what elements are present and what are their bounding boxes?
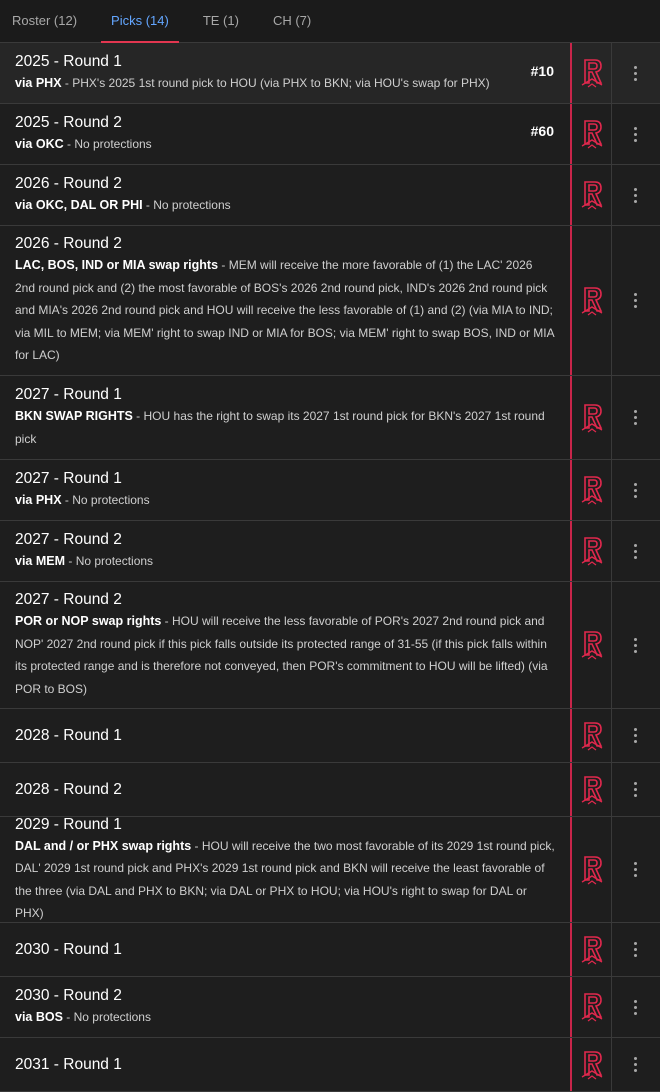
pick-detail: No protections xyxy=(73,1009,151,1024)
rockets-logo-icon xyxy=(579,854,605,886)
pick-number: #10 xyxy=(530,63,554,79)
more-options-icon[interactable] xyxy=(634,410,638,425)
tab-te[interactable]: TE (1) xyxy=(202,13,239,28)
pick-via: via PHX xyxy=(15,492,62,507)
pick-row[interactable] xyxy=(0,709,660,763)
pick-row[interactable] xyxy=(0,460,660,521)
pick-info xyxy=(0,1038,570,1091)
pick-description: via OKC - No protections xyxy=(15,136,152,151)
pick-detail: No protections xyxy=(153,197,231,212)
pick-title: 2027 - Round 1 xyxy=(15,469,122,487)
pick-info xyxy=(0,521,570,581)
team-logo-cell xyxy=(570,460,612,520)
more-options-icon[interactable] xyxy=(634,942,638,957)
team-logo-cell xyxy=(570,226,612,375)
rockets-logo-icon xyxy=(579,285,605,317)
row-menu-cell xyxy=(612,817,660,922)
pick-row[interactable] xyxy=(0,977,660,1038)
pick-via: BKN SWAP RIGHTS xyxy=(15,409,133,423)
more-options-icon[interactable] xyxy=(634,1057,638,1072)
pick-row[interactable] xyxy=(0,582,660,709)
pick-title: 2026 - Round 2 xyxy=(15,174,122,192)
pick-row[interactable] xyxy=(0,43,660,104)
tab-bar xyxy=(0,0,660,43)
pick-detail: No protections xyxy=(74,136,152,151)
pick-title: 2030 - Round 2 xyxy=(15,986,122,1004)
row-menu-cell xyxy=(612,165,660,225)
rockets-logo-icon xyxy=(579,934,605,966)
more-options-icon[interactable] xyxy=(634,782,638,797)
pick-detail: HOU will receive the two most favorable of its 2029 1st round pick, DAL' 2029 1st round pick and PHX's 2029 1st round pick and BKN will receive the least favorable of the three (via DAL and PHX to BKN; via DAL or PHX to HOU; via HOU's right to swap for DAL or PHX) xyxy=(15,838,555,920)
pick-row[interactable] xyxy=(0,521,660,582)
row-menu-cell xyxy=(612,521,660,581)
pick-info xyxy=(0,709,570,762)
pick-via: via PHX xyxy=(15,75,62,90)
team-logo-cell xyxy=(570,1038,612,1091)
pick-row[interactable] xyxy=(0,923,660,977)
pick-via: LAC, BOS, IND or MIA swap rights xyxy=(15,258,219,273)
pick-title: 2030 - Round 1 xyxy=(15,940,122,958)
row-menu-cell xyxy=(612,43,660,103)
pick-info xyxy=(0,376,570,459)
more-options-icon[interactable] xyxy=(634,544,638,559)
team-logo-cell xyxy=(570,376,612,459)
team-logo-cell xyxy=(570,521,612,581)
pick-title: 2027 - Round 2 xyxy=(15,591,122,608)
row-menu-cell xyxy=(612,460,660,520)
pick-info xyxy=(0,165,570,225)
row-menu-cell xyxy=(612,709,660,762)
rockets-logo-icon xyxy=(579,629,605,661)
pick-title: 2031 - Round 1 xyxy=(15,1055,122,1073)
team-logo-cell xyxy=(570,817,612,922)
team-logo-cell xyxy=(570,165,612,225)
more-options-icon[interactable] xyxy=(634,1000,638,1015)
more-options-icon[interactable] xyxy=(634,638,638,653)
team-logo-cell xyxy=(570,43,612,103)
team-logo-cell xyxy=(570,104,612,164)
pick-description: via PHX - No protections xyxy=(15,492,150,507)
pick-detail: HOU has the right to swap its 2027 1st round pick for BKN's 2027 1st round pick xyxy=(15,409,545,446)
pick-info xyxy=(0,582,570,708)
pick-via: DAL and / or PHX swap rights xyxy=(15,838,192,853)
pick-via: via BOS xyxy=(15,1009,63,1024)
pick-row[interactable] xyxy=(0,1038,660,1092)
pick-via: via OKC, DAL OR PHI xyxy=(15,197,143,212)
pick-detail: No protections xyxy=(72,492,150,507)
pick-description: BKN SWAP RIGHTS - HOU has the right to swap its 2027 1st round pick for BKN's 2027 1st round pick xyxy=(15,409,545,446)
pick-title: 2025 - Round 1 xyxy=(15,52,122,70)
pick-title: 2027 - Round 1 xyxy=(15,386,122,403)
more-options-icon[interactable] xyxy=(634,188,638,203)
pick-info xyxy=(0,460,570,520)
row-menu-cell xyxy=(612,582,660,708)
tab-ch[interactable]: CH (7) xyxy=(272,13,312,28)
more-options-icon[interactable] xyxy=(634,483,638,498)
team-logo-cell xyxy=(570,709,612,762)
pick-title: 2025 - Round 2 xyxy=(15,113,122,131)
team-logo-cell xyxy=(570,763,612,816)
team-logo-cell xyxy=(570,923,612,976)
tab-roster[interactable]: Roster (12) xyxy=(12,13,78,28)
team-logo-cell xyxy=(570,582,612,708)
pick-row[interactable] xyxy=(0,376,660,460)
rockets-logo-icon xyxy=(579,720,605,752)
pick-via: via OKC xyxy=(15,136,64,151)
pick-description: via MEM - No protections xyxy=(15,553,154,568)
tab-picks[interactable]: Picks (14) xyxy=(111,13,169,42)
pick-row[interactable] xyxy=(0,104,660,165)
pick-detail: No protections xyxy=(75,553,154,568)
pick-description: via BOS - No protections xyxy=(15,1009,151,1024)
row-menu-cell xyxy=(612,226,660,375)
pick-detail: HOU will receive the less favorable of POR's 2027 2nd round pick and NOP' 2027 2nd round pick if this pick falls outside its protected range of 31-55 (if this pick falls within its protected range and is therefore not conveyed, then POR's commitment to HOU will be lifted) (via POR to BOS) xyxy=(15,614,548,696)
pick-description: DAL and / or PHX swap rights - HOU will receive the two most favorable of its 2029 1st round pick, DAL' 2029 1st round pick and PHX's 2029 1st round pick and BKN will receive the least favorable of the three (via DAL and PHX to BKN; via DAL or PHX to HOU; via HOU's right to swap for DAL or PHX) xyxy=(15,838,555,920)
row-menu-cell xyxy=(612,1038,660,1091)
pick-title: 2028 - Round 1 xyxy=(15,726,122,744)
pick-description: LAC, BOS, IND or MIA swap rights - MEM will receive the more favorable of (1) the LAC' 2026 2nd round pick and (2) the most favorable of BOS's 2026 2nd round pick, IND's 2026 2nd round pick and MIA's 2026 2nd round pick and HOU will receive the less favorable of (1) and (2) (via MIA to IND; via MIL to MEM; via MEM' right to swap IND or MIA for BOS; via MEM' right to swap BOS, IND or MIA for LAC) xyxy=(15,258,554,363)
pick-via: POR or NOP swap rights xyxy=(15,614,162,628)
row-menu-cell xyxy=(612,376,660,459)
pick-info xyxy=(0,226,570,375)
rockets-logo-icon xyxy=(579,179,605,211)
pick-list xyxy=(0,43,660,1092)
pick-description: POR or NOP swap rights - HOU will receive the less favorable of POR's 2027 2nd round pick and NOP' 2027 2nd round pick if this pick falls outside its protected range of 31-55 (if this pick falls within its protected range and is therefore not conveyed, then POR's commitment to HOU will be lifted) (via POR to BOS) xyxy=(15,614,548,696)
pick-number: #60 xyxy=(530,123,554,139)
more-options-icon[interactable] xyxy=(634,728,638,743)
pick-info xyxy=(0,977,570,1037)
pick-info xyxy=(0,763,570,816)
pick-title: 2029 - Round 1 xyxy=(15,815,122,833)
pick-title: 2028 - Round 2 xyxy=(15,780,122,798)
more-options-icon[interactable] xyxy=(634,66,638,81)
pick-row[interactable] xyxy=(0,763,660,817)
pick-row[interactable] xyxy=(0,226,660,376)
pick-row[interactable] xyxy=(0,817,660,923)
rockets-logo-icon xyxy=(579,118,605,150)
pick-title: 2027 - Round 2 xyxy=(15,530,122,548)
more-options-icon[interactable] xyxy=(634,293,638,308)
pick-info xyxy=(0,817,570,922)
pick-info xyxy=(0,43,570,103)
pick-title: 2026 - Round 2 xyxy=(15,235,122,253)
rockets-logo-icon xyxy=(579,57,605,89)
pick-detail: MEM will receive the more favorable of (1) the LAC' 2026 2nd round pick and (2) the most favorable of BOS's 2026 2nd round pick, IND's 2026 2nd round pick and MIA's 2026 2nd round pick and HOU will receive the less favorable of (1) and (2) (via MIA to IND; via MIL to MEM; via MEM' right to swap IND or MIA for BOS; via MEM' right to swap BOS, IND or MIA for LAC) xyxy=(15,258,554,363)
pick-row[interactable] xyxy=(0,165,660,226)
rockets-logo-icon xyxy=(579,402,605,434)
row-menu-cell xyxy=(612,923,660,976)
pick-info xyxy=(0,104,570,164)
team-logo-cell xyxy=(570,977,612,1037)
pick-detail: PHX's 2025 1st round pick to HOU (via PHX to BKN; via HOU's swap for PHX) xyxy=(72,75,490,90)
row-menu-cell xyxy=(612,104,660,164)
rockets-logo-icon xyxy=(579,1049,605,1081)
rockets-logo-icon xyxy=(579,774,605,806)
more-options-icon[interactable] xyxy=(634,127,638,142)
pick-description: via PHX - PHX's 2025 1st round pick to HOU (via PHX to BKN; via HOU's swap for PHX) xyxy=(15,75,490,90)
more-options-icon[interactable] xyxy=(634,862,638,877)
row-menu-cell xyxy=(612,977,660,1037)
pick-info xyxy=(0,923,570,976)
rockets-logo-icon xyxy=(579,535,605,567)
rockets-logo-icon xyxy=(579,474,605,506)
row-menu-cell xyxy=(612,763,660,816)
pick-via: via MEM xyxy=(15,553,66,568)
rockets-logo-icon xyxy=(579,991,605,1023)
pick-description: via OKC, DAL OR PHI - No protections xyxy=(15,197,231,212)
